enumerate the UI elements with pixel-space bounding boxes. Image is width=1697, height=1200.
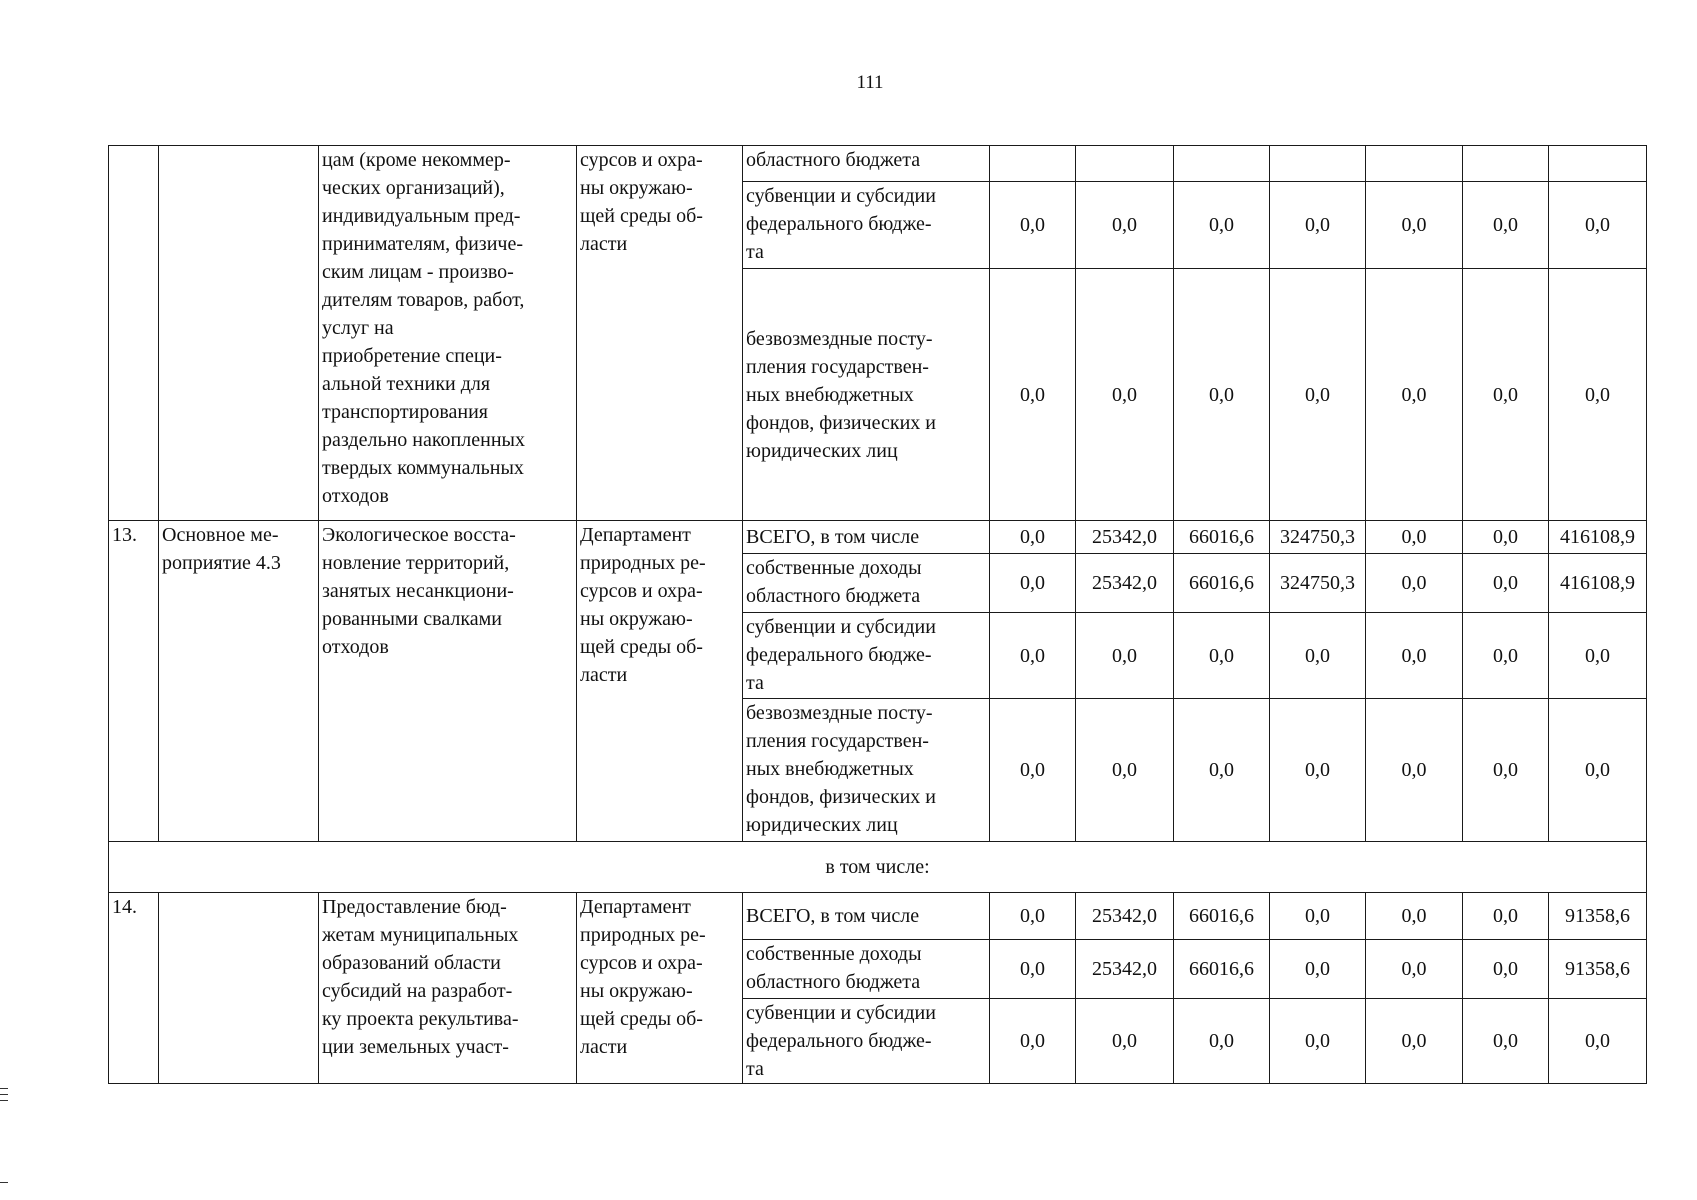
value-cell [1270, 146, 1366, 182]
value-cell: 0,0 [1549, 999, 1647, 1084]
executor-cell: Департамент природных ре- сурсов и охра- ны окружаю- щей среды об- ласти [577, 893, 743, 1084]
value-cell: 0,0 [1270, 940, 1366, 999]
value-cell: 66016,6 [1174, 554, 1270, 613]
funding-source-label: субвенции и субсидии федерального бюдже- та [743, 999, 990, 1084]
value-cell: 0,0 [990, 554, 1076, 613]
value-cell: 0,0 [990, 269, 1076, 521]
value-cell: 0,0 [1463, 940, 1549, 999]
value-cell: 416108,9 [1549, 521, 1647, 554]
row-number-cell: 13. [109, 521, 159, 842]
value-cell: 0,0 [1270, 999, 1366, 1084]
value-cell [1463, 146, 1549, 182]
value-cell: 66016,6 [1174, 521, 1270, 554]
value-cell: 0,0 [1366, 554, 1463, 613]
value-cell: 0,0 [990, 613, 1076, 699]
value-cell: 25342,0 [1076, 554, 1174, 613]
value-cell: 0,0 [1076, 269, 1174, 521]
funding-source-label: ВСЕГО, в том числе [743, 893, 990, 940]
page-number: 111 [856, 72, 884, 93]
value-cell: 0,0 [1463, 999, 1549, 1084]
value-cell: 0,0 [1174, 699, 1270, 842]
event-cell [159, 146, 319, 521]
value-cell: 0,0 [1463, 521, 1549, 554]
value-cell: 0,0 [1463, 699, 1549, 842]
value-cell: 0,0 [1270, 893, 1366, 940]
value-cell: 0,0 [1366, 521, 1463, 554]
binding-mark [0, 1100, 8, 1101]
value-cell: 0,0 [1549, 182, 1647, 269]
value-cell: 0,0 [1463, 613, 1549, 699]
value-cell [1076, 146, 1174, 182]
value-cell: 0,0 [1270, 269, 1366, 521]
table-row [109, 146, 1647, 182]
row-number-cell: 14. [109, 893, 159, 1084]
value-cell: 0,0 [1270, 182, 1366, 269]
value-cell: 25342,0 [1076, 893, 1174, 940]
description-cell: Экологическое восста- новление территорий, занятых несанкциони- рованными свалками отходов [319, 521, 577, 842]
value-cell: 0,0 [990, 999, 1076, 1084]
funding-source-label: областного бюджета [743, 146, 990, 182]
table-row [109, 893, 1647, 940]
value-cell: 0,0 [1174, 269, 1270, 521]
funding-source-label: ВСЕГО, в том числе [743, 521, 990, 554]
budget-table [108, 145, 1647, 1084]
funding-source-label: субвенции и субсидии федерального бюдже- та [743, 613, 990, 699]
description-cell: Предоставление бюд- жетам муниципальных образований области субсидий на разработ- ку проекта рекультива- ции земельных участ- [319, 893, 577, 1084]
value-cell: 0,0 [1174, 999, 1270, 1084]
event-cell [159, 893, 319, 1084]
funding-source-label: безвозмездные посту- пления государствен- ных внебюджетных фондов, физических и юридических лиц [743, 269, 990, 521]
description-cell: цам (кроме некоммер- ческих организаций), индивидуальным пред- принимателям, физиче- ским лицам - произво- дителям товаров, работ, услуг на приобретение специ- альной техники для транспортирования раздельно накопленных твердых коммунальных отходов [319, 146, 577, 521]
value-cell: 0,0 [1174, 613, 1270, 699]
value-cell: 91358,6 [1549, 893, 1647, 940]
value-cell: 0,0 [1463, 269, 1549, 521]
value-cell: 0,0 [990, 182, 1076, 269]
value-cell: 0,0 [1076, 699, 1174, 842]
value-cell: 0,0 [1366, 999, 1463, 1084]
value-cell: 91358,6 [1549, 940, 1647, 999]
value-cell [1549, 146, 1647, 182]
binding-mark [0, 1182, 8, 1183]
value-cell: 0,0 [1366, 940, 1463, 999]
value-cell: 0,0 [1174, 182, 1270, 269]
executor-cell: Департамент природных ре- сурсов и охра- ны окружаю- щей среды об- ласти [577, 521, 743, 842]
event-cell: Основное ме- роприятие 4.3 [159, 521, 319, 842]
value-cell: 0,0 [990, 699, 1076, 842]
value-cell [990, 146, 1076, 182]
value-cell: 0,0 [1076, 182, 1174, 269]
value-cell: 0,0 [1270, 613, 1366, 699]
value-cell: 66016,6 [1174, 893, 1270, 940]
value-cell: 0,0 [1270, 699, 1366, 842]
value-cell: 0,0 [1463, 893, 1549, 940]
funding-source-label: собственные доходы областного бюджета [743, 554, 990, 613]
funding-source-label: собственные доходы областного бюджета [743, 940, 990, 999]
value-cell: 66016,6 [1174, 940, 1270, 999]
table-row [109, 842, 1647, 893]
value-cell: 0,0 [1366, 269, 1463, 521]
value-cell: 0,0 [1076, 999, 1174, 1084]
value-cell [1174, 146, 1270, 182]
value-cell: 0,0 [1549, 269, 1647, 521]
value-cell: 0,0 [1463, 554, 1549, 613]
value-cell: 0,0 [1549, 699, 1647, 842]
value-cell: 0,0 [1366, 699, 1463, 842]
funding-source-label: безвозмездные посту- пления государствен- ных внебюджетных фондов, физических и юридических лиц [743, 699, 990, 842]
value-cell: 25342,0 [1076, 521, 1174, 554]
row-number-cell [109, 146, 159, 521]
section-separator: в том числе: [109, 842, 1647, 893]
binding-mark [0, 1094, 8, 1095]
table-row [109, 521, 1647, 554]
value-cell: 324750,3 [1270, 521, 1366, 554]
value-cell: 0,0 [1366, 893, 1463, 940]
value-cell: 0,0 [1463, 182, 1549, 269]
value-cell: 0,0 [1549, 613, 1647, 699]
value-cell: 416108,9 [1549, 554, 1647, 613]
value-cell: 0,0 [1366, 182, 1463, 269]
value-cell: 0,0 [990, 521, 1076, 554]
value-cell: 0,0 [990, 940, 1076, 999]
executor-cell: сурсов и охра- ны окружаю- щей среды об- ласти [577, 146, 743, 521]
binding-mark [0, 1088, 8, 1089]
value-cell: 0,0 [1076, 613, 1174, 699]
funding-source-label: субвенции и субсидии федерального бюдже- та [743, 182, 990, 269]
value-cell: 0,0 [1366, 613, 1463, 699]
value-cell: 25342,0 [1076, 940, 1174, 999]
value-cell [1366, 146, 1463, 182]
value-cell: 324750,3 [1270, 554, 1366, 613]
value-cell: 0,0 [990, 893, 1076, 940]
